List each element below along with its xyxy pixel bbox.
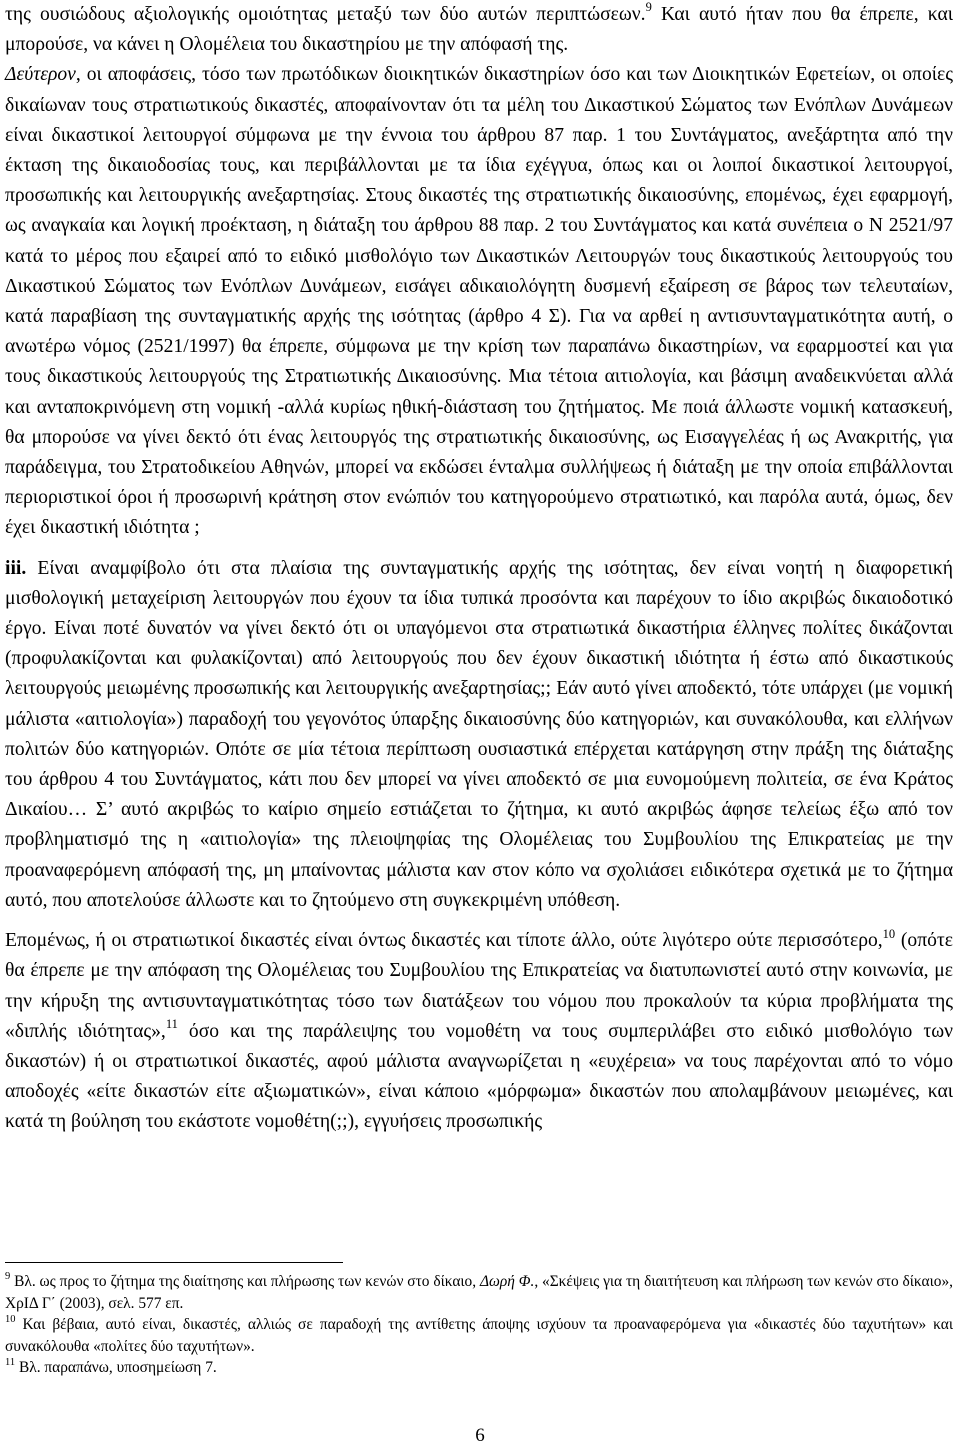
paragraph-continuation: της ουσιώδους αξιολογικής ομοιότητας μεταξύ των δύο αυτών περιπτώσεων.$^9$ Και αυτό ήταν που θα έπρεπε, και μπορούσε, να κάνει η Ολομέλεια του δικαστηρίου με την απόφασή της. [5,0,953,56]
footnote-10: $^{10}$ Και βέβαια, αυτό είναι, δικαστές, αλλιώς σε παραδοχή της αντίθετης άποψης ισχύουν τα προαναφερόμενα για «δικαστές δύο ταχυτήτων» και συνακόλουθα «πολίτες δύο ταχυτήτων». [5,1314,953,1355]
footnote-9: $^9$ Βλ. ως προς το ζήτημα της διαίτησης και πλήρωσης των κενών στο δίκαιο, Δωρή Φ., «Σκέψεις για τη διαιτήτευση και πλήρωση των κενών στο δίκαιο», ΧρΙΔ Γ΄ (2003), σελ. 577 επ. [5,1270,953,1312]
footnote-separator [5,1262,343,1263]
paragraph-secondly: Δεύτερον, οι αποφάσεις, τόσο των πρωτόδικων διοικητικών δικαστηρίων όσο και των Διοικητικών Εφετείων, οι οποίες δικαίωναν τους στρατιωτικούς δικαστές, αποφαίνονταν ότι τα μέλη του Δικαστικού Σώματος των Ενόπλων Δυνάμεων είναι δικαστικοί λειτουργοί σύμφωνα με την έννοια του άρθρου 87 παρ. 1 του Συντάγματος, ανεξάρτητα από την έκταση της δικαιοδοσίας τους, και περιβάλλονται με τα ίδια εχέγγυα, όπως και οι λοιποί δικαστικοί λειτουργοί, προσωπικής και λειτουργικής ανεξαρτησίας. Στους δικαστές της στρατιωτικής δικαιοσύνης, επομένως, έχει εφαρμογή, ως αναγκαία και λογική προέκταση, η διάταξη του άρθρου 88 παρ. 2 του Συντάγματος και κατά συνέπεια ο Ν 2521/97 κατά το μέρος που εξαιρεί από το ειδικό μισθολόγιο των Δικαστικών Λειτουργών τους δικαστικούς λειτουργούς του Δικαστικού Σώματος των Ενόπλων Δυνάμεων, εισάγει αδικαιολόγητη δυσμενή εξαίρεση σε βάρος των τελευταίων, κατά παραβίαση της συνταγματικής αρχής της ισότητας (άρθρο 4 Σ). Για να αρθεί η αντισυνταγματικότητα αυτή, ο ανωτέρω νόμος (2521/1997) θα έπρεπε, σύμφωνα με την κρίση των παραπάνω δικαστηρίων, να εφαρμοστεί και για τους δικαστικούς λειτουργούς της Στρατιωτικής Δικαιοσύνης. Μια τέτοια αιτιολογία, και βάσιμη αναδεικνύεται αλλά και ανταποκρινόμενη στη νομική -αλλά κυρίως ηθική-διάσταση του ζητήματος. Με ποιά άλλωστε νομική κατασκευή, θα μπορούσε να γίνει δεκτό ότι ένας λειτουργός της στρατιωτικής δικαιοσύνης, ως Εισαγγελέας ή ως Ανακριτής, για παράδειγμα, του Στρατοδικείου Αθηνών, μπορεί να εκδώσει ένταλμα συλλήψεως ή διάταξη με την οποία επιβάλλονται περιοριστικοί όροι ή προσωρινή κράτηση στον ενώπιόν του κατηγορούμενο στρατιωτικό, και παρόλα αυτά, όμως, δεν έχει δικαστική ιδιότητα ; [5,64,953,539]
footnote-ref-11: 11 [165,1017,178,1032]
section-marker-iii: iii. [5,557,27,579]
footnote-11: $^{11}$ Βλ. παραπάνω, υποσημείωση 7. [5,1357,217,1377]
footnotes [5,1271,953,1379]
paragraph-iii: iii. Είναι αναμφίβολο ότι στα πλαίσια της συνταγματικής αρχής της ισότητας, δεν είναι νοητή η διαφορετική μισθολογική μεταχείριση λειτουργών που έχουν τα ίδια τυπικά προσόντα και παρέχουν το ίδιο ακριβώς δικαιοδοτικό έργο. Είναι ποτέ δυνατόν να γίνει δεκτό ότι οι υπαγόμενοι στα στρατιωτικά δικαστήρια έλληνες πολίτες δικάζονται (προφυλακίζονται και φυλακίζονται) από λειτουργούς που δεν έχουν δικαστική ιδιότητα ή έστω από δικαστικούς λειτουργούς μειωμένης προσωπικής και λειτουργικής ανεξαρτησίας;; Εάν αυτό γίνει αποδεκτό, τότε υπάρχει (με νομική μάλιστα «αιτιολογία») παραδοχή του γεγονότος ύπαρξης δικαιοσύνης δύο κατηγοριών, και συνακόλουθα, και ελλήνων πολιτών δύο κατηγοριών. Οπότε σε μία τέτοια περίπτωση ουσιαστικά επέρχεται κατάργηση στην πράξη της διάταξης του άρθρου 4 του Συντάγματος, κάτι που δεν μπορεί να γίνει αποδεκτό σε μια ευνομούμενη πολιτεία, σε ένα Κράτος Δικαίου… Σ’ αυτό ακριβώς το καίριο σημείο εστιάζεται το ζήτημα, κι αυτό ακριβώς άφησε τελείως έξω από τον προβληματισμό της η «αιτιολογία» της πλειοψηφίας της Ολομέλειας του Συμβουλίου της Επικρατείας με την προαναφερόμενη απόφασή της, μη μπαίνοντας μάλιστα καν στον κόπο να σχολιάσει ειδικότερα σχετικά με το ζήτημα αυτό, που αποτελούσε άλλωστε και το ζητούμενο στη συγκεκριμένη υπόθεση. [5,557,953,911]
body-text [5,0,953,1138]
footnote-ref-9: 9 [645,0,652,15]
page-number: 6 [475,1425,485,1446]
footnote-ref-10: 10 [882,926,896,941]
paragraph-therefore: Επομένως, ή οι στρατιωτικοί δικαστές είναι όντως δικαστές και τίποτε άλλο, ούτε λιγότερο ούτε περισσότερο,$^{10}$ (οπότε θα έπρεπε με την απόφαση της Ολομέλειας του Συμβουλίου της Επικρατείας να διατυπωνιστεί αυτό στην κοινωνία, με την κήρυξη της αντισυνταγματικότητας τόσο των διατάξεων του νόμου που προκαλούν τα κύρια προβλήματα της «διπλής ιδιότητας»,$^{11}$ όσο και της παράλειψης του νομοθέτη να τους συμπεριλάβει στο ειδικό μισθολόγιο των δικαστών) ή οι στρατιωτικοί δικαστές, αφού μάλιστα αναγνωρίζεται η «ευχέρεια» να τους παρέχονται από το νόμο αποδοχές «είτε δικαστών είτε αξιωματικών», είναι κάποιο «μόρφωμα» δικαστών που απολαμβάνουν μειωμένες, και κατά τη βούληση του εκάστοτε νομοθέτη(;;), εγγυήσεις προσωπικής [5,926,953,1133]
paragraph-lead-italic: Δεύτερον [5,64,76,86]
footnote-author: Δωρή Φ. [479,1273,535,1290]
